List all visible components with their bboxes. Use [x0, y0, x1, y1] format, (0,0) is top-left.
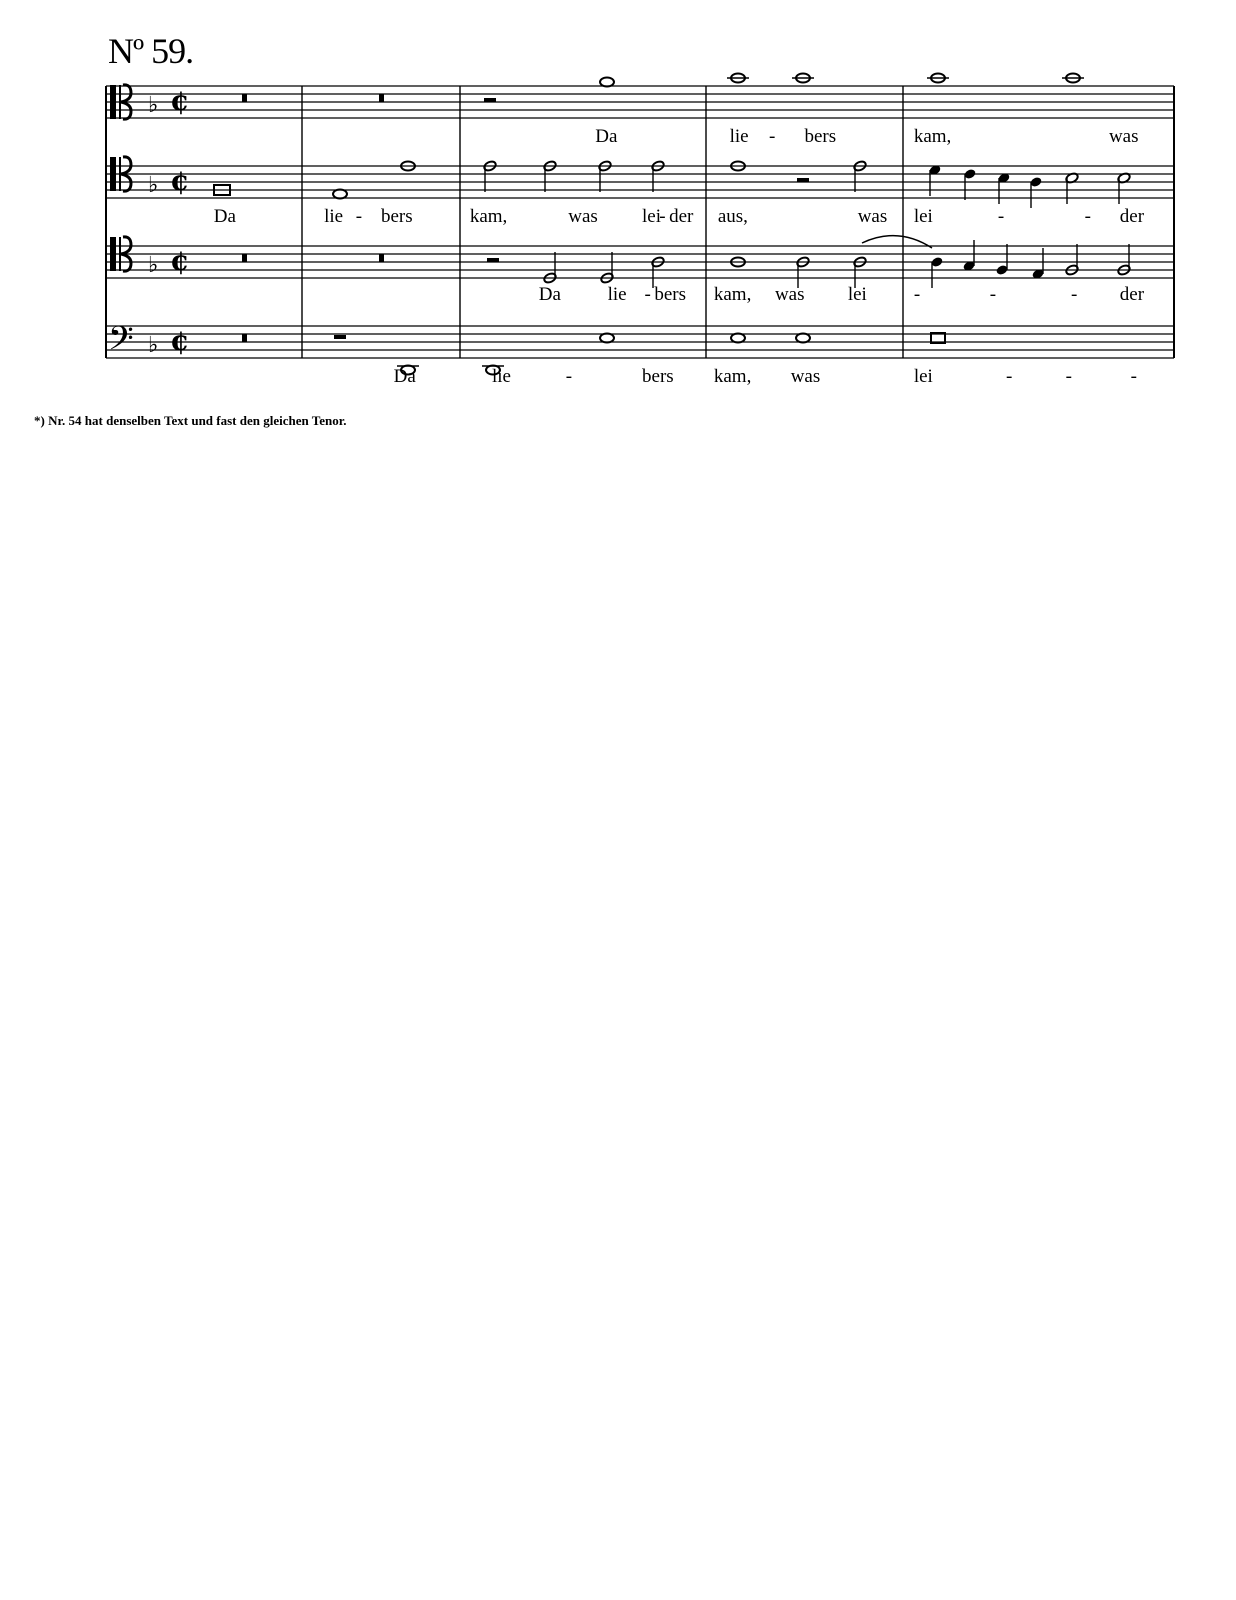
lyric-syllable: kam,: [713, 284, 752, 305]
flat-icon: ♭: [148, 93, 159, 118]
lyric-syllable: lie: [491, 366, 511, 387]
lyric-syllable: was: [1108, 126, 1139, 147]
time-signature-cut-common-icon: ¢: [170, 84, 190, 117]
lyric-syllable: kam,: [913, 126, 952, 147]
whole-note: [731, 334, 745, 343]
piece-number: Nº 59.: [108, 31, 194, 71]
lyric-syllable: was: [857, 206, 888, 227]
lyric-syllable: -: [989, 284, 997, 305]
half-rest: [484, 98, 496, 102]
breve-rest: [242, 94, 247, 102]
time-signature-cut-common-icon: ¢: [170, 244, 190, 277]
lyric-syllable: was: [790, 366, 821, 387]
lyric-syllable: Da: [538, 284, 561, 305]
lyric-syllable: bers: [654, 284, 686, 305]
lyric-syllable: -: [644, 284, 651, 305]
lyric-syllable: -: [1065, 366, 1072, 387]
breve-rest: [379, 94, 384, 102]
breve-rest: [242, 254, 247, 262]
lyric-syllable: -: [913, 284, 921, 305]
lyric-syllable: -: [1005, 366, 1013, 387]
lyric-syllable: der: [1119, 284, 1145, 305]
whole-note: [600, 78, 614, 87]
lyric-syllable: -: [565, 366, 573, 387]
lyric-syllable: aus,: [717, 206, 748, 227]
lyric-syllable: kam,: [713, 366, 752, 387]
lyric-syllable: -: [659, 206, 666, 227]
lyric-syllable: lei: [847, 284, 867, 305]
half-rest: [487, 258, 499, 262]
lyric-syllable: Da: [595, 126, 618, 147]
lyric-syllable: Da: [393, 366, 416, 387]
time-signature-cut-common-icon: ¢: [170, 164, 190, 197]
lyric-syllable: lei: [913, 206, 933, 227]
lyric-syllable: -: [1130, 366, 1137, 387]
lyric-syllable: -: [1071, 284, 1078, 305]
breve-rest: [379, 254, 384, 262]
lyric-syllable: lie: [607, 284, 627, 305]
lyric-syllable: lie: [324, 206, 344, 227]
whole-note: [796, 334, 810, 343]
staff-lines-group: [106, 86, 1174, 358]
flat-icon: ♭: [148, 173, 159, 198]
lyric-syllable: bers: [642, 366, 674, 387]
lyrics-group: [214, 126, 1145, 387]
whole-rest: [334, 335, 346, 339]
lyric-syllable: bers: [804, 126, 837, 147]
time-signature-cut-common-icon: ¢: [170, 324, 190, 357]
lyric-syllable: was: [568, 206, 598, 227]
lyric-syllable: -: [1084, 206, 1091, 227]
lyric-syllable: bers: [381, 206, 413, 227]
music-score: [0, 0, 1236, 400]
flat-icon: ♭: [148, 253, 159, 278]
lyric-syllable: der: [1119, 206, 1145, 227]
bass-clef-icon: 𝄢: [108, 320, 134, 366]
lyric-syllable: lei: [642, 206, 662, 227]
half-rest: [797, 178, 809, 182]
whole-note: [600, 334, 614, 343]
footnote: *) Nr. 54 hat denselben Text und fast den gleichen Tenor.: [34, 413, 347, 428]
whole-note: [333, 190, 347, 199]
lyric-syllable: Da: [213, 206, 236, 227]
lyric-syllable: -: [355, 206, 363, 227]
breve-rest: [242, 334, 247, 342]
lyric-syllable: was: [774, 284, 805, 305]
lyric-syllable: kam,: [469, 206, 508, 227]
lyric-syllable: -: [997, 206, 1005, 227]
lyric-syllable: lei: [913, 366, 933, 387]
lyric-syllable: -: [769, 126, 776, 147]
lyric-syllable: lie: [729, 126, 749, 147]
flat-icon: ♭: [148, 333, 159, 358]
lyric-syllable: der: [669, 206, 694, 227]
